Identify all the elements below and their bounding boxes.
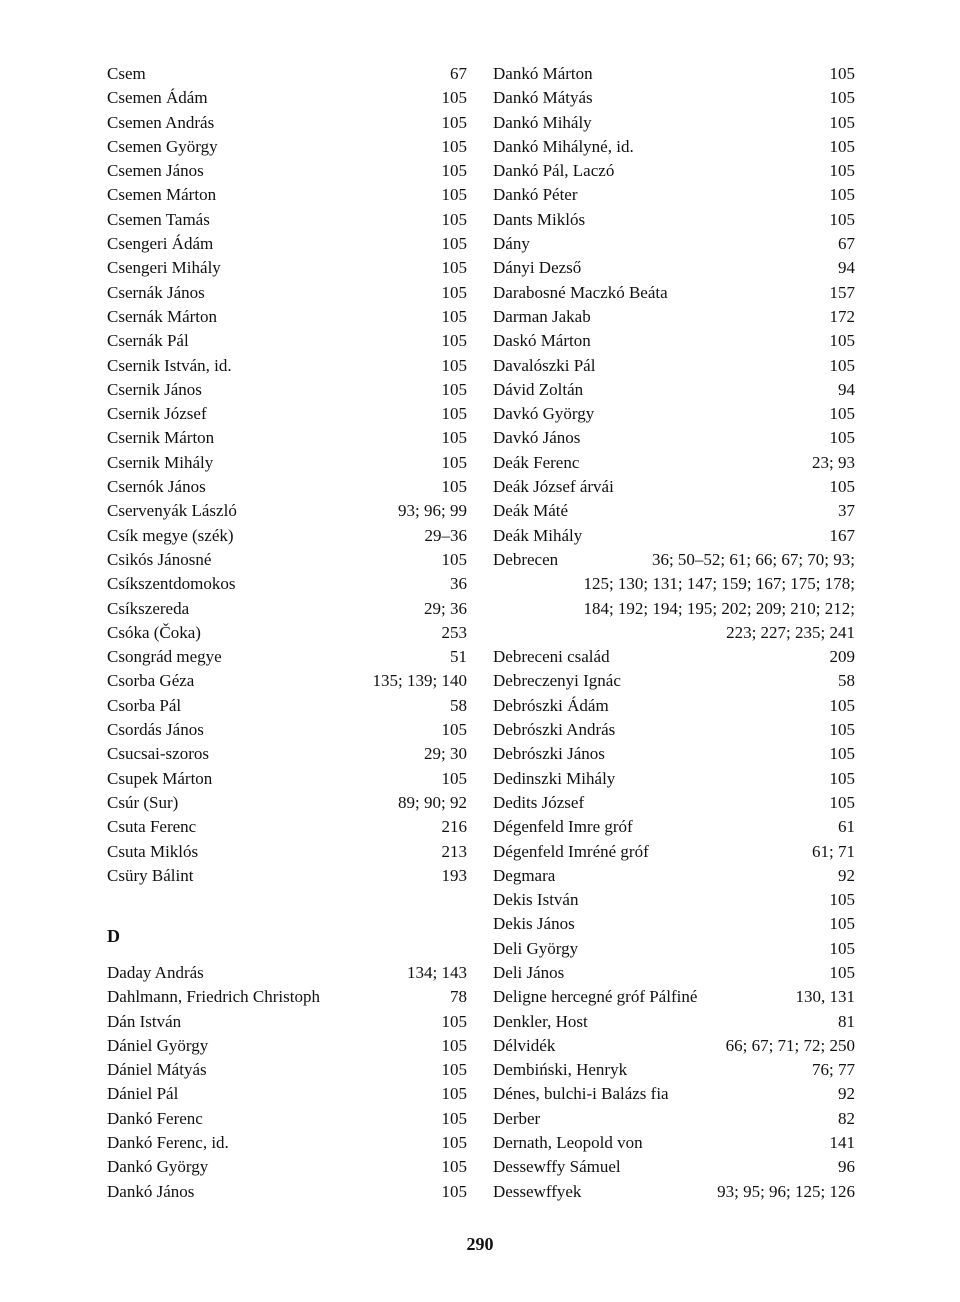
entry-pages: 105 bbox=[829, 962, 855, 982]
entry-pages: 105 bbox=[829, 914, 855, 934]
entry-pages: 67 bbox=[838, 234, 855, 254]
index-block bbox=[107, 62, 467, 888]
entry-pages: 105 bbox=[441, 282, 467, 302]
entry-term: Csemen Ádám bbox=[107, 88, 208, 108]
entry-pages: 58 bbox=[838, 671, 855, 691]
entry-term: Dénes, bulchi-i Balázs fia bbox=[493, 1084, 669, 1104]
index-entry bbox=[107, 111, 467, 135]
entry-term: Csík megye (szék) bbox=[107, 525, 234, 545]
index-entry bbox=[107, 305, 467, 329]
entry-term: Dekis István bbox=[493, 890, 579, 910]
entry-term: Degmara bbox=[493, 865, 556, 885]
index-entry bbox=[493, 159, 855, 183]
entry-term: Csernik Mihály bbox=[107, 452, 214, 472]
entry-pages: 105 bbox=[441, 549, 467, 569]
index-entry bbox=[107, 621, 467, 645]
entry-term: Csernák Pál bbox=[107, 331, 189, 351]
entry-term: Csorba Pál bbox=[107, 695, 182, 715]
index-entry bbox=[493, 62, 855, 86]
entry-term: Daday András bbox=[107, 962, 204, 982]
index-entry bbox=[107, 1082, 467, 1106]
entry-pages: 94 bbox=[838, 258, 855, 278]
entry-term: Dankó Márton bbox=[493, 64, 593, 83]
entry-term: Dankó Mátyás bbox=[493, 88, 593, 108]
entry-pages: 105 bbox=[829, 744, 855, 764]
entry-term: Deák József árvái bbox=[493, 477, 614, 497]
entry-pages: 105 bbox=[441, 477, 467, 497]
entry-pages: 105 bbox=[441, 1157, 467, 1177]
index-entry bbox=[493, 815, 855, 839]
index-entry bbox=[493, 1131, 855, 1155]
entry-pages-continued: 223; 227; 235; 241 bbox=[726, 622, 855, 642]
index-entry bbox=[493, 1180, 855, 1204]
index-block bbox=[107, 961, 467, 1204]
entry-term: Davkó János bbox=[493, 428, 581, 448]
entry-term: Dedinszki Mihály bbox=[493, 768, 616, 788]
entry-term: Csordás János bbox=[107, 720, 204, 740]
index-entry bbox=[493, 985, 855, 1009]
entry-pages: 105 bbox=[441, 306, 467, 326]
entry-term: Dankó György bbox=[107, 1157, 209, 1177]
entry-pages: 105 bbox=[441, 1108, 467, 1128]
index-entry bbox=[107, 159, 467, 183]
index-entry bbox=[107, 426, 467, 450]
entry-term: Csongrád megye bbox=[107, 647, 222, 667]
entry-pages: 105 bbox=[829, 112, 855, 132]
entry-pages: 105 bbox=[829, 938, 855, 958]
index-entry bbox=[107, 475, 467, 499]
index-entry bbox=[107, 354, 467, 378]
entry-term: Dessewffy Sámuel bbox=[493, 1157, 621, 1177]
entry-term: Dankó Mihály bbox=[493, 112, 592, 132]
entry-pages: 105 bbox=[441, 331, 467, 351]
entry-term: Deli János bbox=[493, 962, 565, 982]
index-entry bbox=[107, 281, 467, 305]
entry-term: Csernik József bbox=[107, 404, 207, 424]
index-entry bbox=[493, 1058, 855, 1082]
entry-pages: 105 bbox=[829, 890, 855, 910]
index-entry bbox=[493, 329, 855, 353]
entry-pages: 96 bbox=[838, 1157, 855, 1177]
entry-pages: 105 bbox=[441, 720, 467, 740]
index-entry bbox=[107, 1155, 467, 1179]
index-entry bbox=[107, 961, 467, 985]
index-entry bbox=[107, 1034, 467, 1058]
index-entry bbox=[107, 256, 467, 280]
entry-pages: 78 bbox=[450, 987, 467, 1007]
index-entry bbox=[493, 208, 855, 232]
entry-term: Dembiński, Henryk bbox=[493, 1060, 628, 1080]
entry-term: Deligne hercegné gróf Pálfiné bbox=[493, 987, 698, 1007]
entry-term: Csüry Bálint bbox=[107, 865, 194, 885]
entry-term: Derber bbox=[493, 1108, 541, 1128]
index-entry bbox=[493, 1034, 855, 1058]
index-entry bbox=[493, 742, 855, 766]
entry-pages: 105 bbox=[829, 136, 855, 156]
index-entry bbox=[107, 767, 467, 791]
entry-term: Dankó Péter bbox=[493, 185, 578, 205]
entry-pages: 29; 30 bbox=[424, 744, 467, 764]
entry-pages: 29–36 bbox=[424, 525, 467, 545]
index-entry bbox=[493, 840, 855, 864]
index-entry bbox=[493, 1107, 855, 1131]
entry-term: Darabosné Maczkó Beáta bbox=[493, 282, 668, 302]
entry-term: Dedits József bbox=[493, 792, 585, 812]
index-column-left bbox=[107, 62, 467, 1204]
index-entry bbox=[107, 1131, 467, 1155]
entry-pages: 105 bbox=[441, 1084, 467, 1104]
entry-term: Dány bbox=[493, 234, 530, 254]
index-entry bbox=[493, 718, 855, 742]
entry-pages: 105 bbox=[829, 792, 855, 812]
entry-pages: 105 bbox=[441, 1133, 467, 1153]
section-letter: D bbox=[107, 926, 120, 947]
entry-term: Dankó Ferenc, id. bbox=[107, 1133, 229, 1153]
entry-term: Debrószki Ádám bbox=[493, 695, 609, 715]
entry-term: Csuta Ferenc bbox=[107, 817, 197, 837]
entry-term: Csucsai-szoros bbox=[107, 744, 209, 764]
entry-term: Dániel Mátyás bbox=[107, 1060, 207, 1080]
index-entry bbox=[107, 62, 467, 86]
index-entry bbox=[107, 548, 467, 572]
entry-pages: 141 bbox=[829, 1133, 855, 1153]
index-entry bbox=[107, 135, 467, 159]
index-entry bbox=[493, 451, 855, 475]
index-entry bbox=[107, 718, 467, 742]
entry-pages: 105 bbox=[441, 161, 467, 181]
entry-pages: 105 bbox=[829, 355, 855, 375]
entry-term: Csernák Márton bbox=[107, 306, 218, 326]
index-entry bbox=[107, 329, 467, 353]
entry-pages: 105 bbox=[441, 1035, 467, 1055]
entry-term: Csupek Márton bbox=[107, 768, 213, 788]
index-entry bbox=[107, 1107, 467, 1131]
entry-term: Csóka (Čoka) bbox=[107, 622, 201, 642]
index-entry bbox=[493, 281, 855, 305]
entry-pages: 105 bbox=[829, 88, 855, 108]
entry-pages: 105 bbox=[441, 452, 467, 472]
index-entry bbox=[107, 791, 467, 815]
entry-pages: 61 bbox=[838, 817, 855, 837]
entry-term: Dahlmann, Friedrich Christoph bbox=[107, 987, 320, 1007]
entry-term: Dániel György bbox=[107, 1035, 209, 1055]
entry-pages: 23; 93 bbox=[812, 452, 855, 472]
entry-term: Dányi Dezső bbox=[493, 258, 582, 278]
entry-pages: 105 bbox=[441, 1011, 467, 1031]
entry-pages: 105 bbox=[441, 355, 467, 375]
entry-term: Dankó János bbox=[107, 1181, 195, 1201]
index-entry bbox=[107, 378, 467, 402]
entry-pages: 105 bbox=[441, 185, 467, 205]
index-entry bbox=[493, 669, 855, 693]
index-entry bbox=[493, 111, 855, 135]
entry-pages: 105 bbox=[829, 161, 855, 181]
entry-pages: 105 bbox=[829, 720, 855, 740]
entry-term: Csernik Márton bbox=[107, 428, 215, 448]
entry-term: Debreczenyi Ignác bbox=[493, 671, 621, 691]
entry-pages: 67 bbox=[450, 64, 467, 83]
entry-term: Csengeri Ádám bbox=[107, 234, 214, 254]
entry-term: Csemen András bbox=[107, 112, 215, 132]
entry-term: Dankó Mihályné, id. bbox=[493, 136, 634, 156]
entry-pages: 105 bbox=[829, 331, 855, 351]
entry-term: Dégenfeld Imréné gróf bbox=[493, 841, 649, 861]
entry-term: Davkó György bbox=[493, 404, 595, 424]
index-entry bbox=[493, 232, 855, 256]
index-entry bbox=[107, 864, 467, 888]
entry-term: Deák Mihály bbox=[493, 525, 583, 545]
entry-term: Csikós Jánosné bbox=[107, 549, 212, 569]
entry-pages: 105 bbox=[441, 428, 467, 448]
entry-pages: 105 bbox=[441, 258, 467, 278]
index-entry bbox=[107, 208, 467, 232]
entry-pages: 105 bbox=[441, 379, 467, 399]
entry-pages: 193 bbox=[441, 865, 467, 885]
entry-pages: 105 bbox=[441, 1060, 467, 1080]
entry-pages: 94 bbox=[838, 379, 855, 399]
entry-pages: 105 bbox=[441, 88, 467, 108]
index-entry bbox=[107, 1010, 467, 1034]
entry-pages: 105 bbox=[829, 209, 855, 229]
entry-pages: 51 bbox=[450, 647, 467, 667]
index-entry bbox=[107, 232, 467, 256]
index-entry bbox=[107, 1058, 467, 1082]
entry-term: Csemen János bbox=[107, 161, 204, 181]
entry-pages: 105 bbox=[829, 404, 855, 424]
entry-pages: 134; 143 bbox=[407, 962, 467, 982]
entry-pages: 105 bbox=[441, 404, 467, 424]
entry-term: Darman Jakab bbox=[493, 306, 591, 326]
index-entry bbox=[493, 135, 855, 159]
entry-pages: 105 bbox=[441, 112, 467, 132]
index-entry bbox=[107, 86, 467, 110]
index-entry bbox=[107, 451, 467, 475]
index-entry-debrecen bbox=[493, 548, 855, 645]
index-entry bbox=[493, 864, 855, 888]
entry-pages: 105 bbox=[829, 768, 855, 788]
entry-pages: 37 bbox=[838, 501, 855, 521]
index-entry bbox=[493, 1155, 855, 1179]
entry-pages: 93; 96; 99 bbox=[398, 501, 467, 521]
entry-term: Debrecen bbox=[493, 549, 559, 569]
entry-pages: 253 bbox=[441, 622, 467, 642]
entry-pages: 157 bbox=[829, 282, 855, 302]
entry-term: Dankó Pál, Laczó bbox=[493, 161, 615, 181]
entry-pages: 61; 71 bbox=[812, 841, 855, 861]
entry-pages: 105 bbox=[441, 209, 467, 229]
index-entry bbox=[107, 524, 467, 548]
index-entry bbox=[493, 256, 855, 280]
entry-term: Dán István bbox=[107, 1011, 182, 1031]
index-entry bbox=[107, 1180, 467, 1204]
entry-term: Dégenfeld Imre gróf bbox=[493, 817, 633, 837]
index-entry bbox=[107, 572, 467, 596]
entry-term: Dankó Ferenc bbox=[107, 1108, 203, 1128]
entry-pages: 89; 90; 92 bbox=[398, 792, 467, 812]
index-entry bbox=[493, 791, 855, 815]
entry-term: Csem bbox=[107, 64, 146, 83]
entry-term: Dants Miklós bbox=[493, 209, 586, 229]
entry-term: Dekis János bbox=[493, 914, 575, 934]
index-entry bbox=[493, 888, 855, 912]
index-entry bbox=[107, 183, 467, 207]
entry-pages: 135; 139; 140 bbox=[372, 671, 467, 691]
entry-term: Debrószki János bbox=[493, 744, 605, 764]
index-entry bbox=[493, 402, 855, 426]
entry-pages: 105 bbox=[829, 477, 855, 497]
entry-term: Csernik István, id. bbox=[107, 355, 232, 375]
index-entry bbox=[493, 426, 855, 450]
index-entry bbox=[493, 937, 855, 961]
index-column-right bbox=[493, 62, 855, 1204]
entry-term: Csíkszentdomokos bbox=[107, 574, 236, 594]
spacer bbox=[107, 888, 467, 912]
entry-pages: 105 bbox=[829, 64, 855, 83]
index-entry bbox=[493, 645, 855, 669]
entry-term: Debreceni család bbox=[493, 647, 610, 667]
entry-pages: 36 bbox=[450, 574, 467, 594]
entry-pages: 105 bbox=[441, 136, 467, 156]
entry-pages: 105 bbox=[441, 1181, 467, 1201]
index-entry bbox=[493, 378, 855, 402]
index-entry bbox=[493, 524, 855, 548]
index-entry bbox=[493, 305, 855, 329]
entry-pages: 36; 50–52; 61; 66; 67; 70; 93; bbox=[651, 549, 855, 569]
index-entry bbox=[107, 815, 467, 839]
entry-term: Csemen Tamás bbox=[107, 209, 210, 229]
index-entry bbox=[107, 645, 467, 669]
entry-pages: 105 bbox=[441, 768, 467, 788]
entry-pages: 213 bbox=[441, 841, 467, 861]
index-entry bbox=[107, 840, 467, 864]
entry-pages: 76; 77 bbox=[812, 1060, 855, 1080]
entry-pages: 81 bbox=[838, 1011, 855, 1031]
index-entry bbox=[107, 694, 467, 718]
entry-term: Csengeri Mihály bbox=[107, 258, 221, 278]
entry-term: Deli György bbox=[493, 938, 579, 958]
entry-pages: 209 bbox=[829, 647, 855, 667]
index-entry bbox=[493, 86, 855, 110]
entry-pages-continued: 125; 130; 131; 147; 159; 167; 175; 178; bbox=[583, 574, 855, 594]
page-number: 290 bbox=[466, 1234, 494, 1254]
entry-pages-continued: 184; 192; 194; 195; 202; 209; 210; 212; bbox=[583, 598, 855, 618]
entry-pages: 29; 36 bbox=[424, 598, 467, 618]
entry-pages: 172 bbox=[829, 306, 855, 326]
entry-term: Csemen György bbox=[107, 136, 218, 156]
entry-pages: 92 bbox=[838, 1084, 855, 1104]
entry-term: Csernák János bbox=[107, 282, 205, 302]
entry-pages: 105 bbox=[441, 234, 467, 254]
index-entry bbox=[493, 354, 855, 378]
index-entry bbox=[493, 475, 855, 499]
entry-pages: 58 bbox=[450, 695, 467, 715]
index-block bbox=[493, 645, 855, 1204]
entry-term: Csemen Márton bbox=[107, 185, 217, 205]
entry-term: Denkler, Host bbox=[493, 1011, 588, 1031]
entry-pages: 105 bbox=[829, 428, 855, 448]
index-entry bbox=[107, 669, 467, 693]
entry-term: Deák Ferenc bbox=[493, 452, 580, 472]
index-entry bbox=[107, 985, 467, 1009]
index-entry bbox=[107, 499, 467, 523]
entry-term: Dessewffyek bbox=[493, 1181, 582, 1201]
entry-pages: 167 bbox=[829, 525, 855, 545]
entry-pages: 66; 67; 71; 72; 250 bbox=[725, 1035, 855, 1055]
entry-term: Csúr (Sur) bbox=[107, 792, 179, 812]
entry-term: Csíkszereda bbox=[107, 598, 190, 618]
entry-term: Deák Máté bbox=[493, 501, 569, 521]
index-entry bbox=[493, 1010, 855, 1034]
entry-term: Csuta Miklós bbox=[107, 841, 199, 861]
entry-pages: 92 bbox=[838, 865, 855, 885]
entry-pages: 82 bbox=[838, 1108, 855, 1128]
index-entry bbox=[107, 742, 467, 766]
entry-term: Csorba Géza bbox=[107, 671, 195, 691]
index-entry bbox=[493, 694, 855, 718]
index-entry bbox=[493, 1082, 855, 1106]
index-entry bbox=[107, 402, 467, 426]
entry-term: Dernath, Leopold von bbox=[493, 1133, 643, 1153]
index-entry bbox=[493, 961, 855, 985]
entry-term: Délvidék bbox=[493, 1035, 556, 1055]
entry-pages: 105 bbox=[829, 695, 855, 715]
index-entry bbox=[493, 912, 855, 936]
index-entry bbox=[493, 767, 855, 791]
index-entry bbox=[493, 183, 855, 207]
entry-term: Dávid Zoltán bbox=[493, 379, 584, 399]
index-entry bbox=[107, 597, 467, 621]
entry-term: Debrószki András bbox=[493, 720, 616, 740]
entry-pages: 130, 131 bbox=[795, 987, 855, 1007]
entry-term: Csernik János bbox=[107, 379, 202, 399]
entry-pages: 105 bbox=[829, 185, 855, 205]
entry-term: Davalószki Pál bbox=[493, 355, 596, 375]
entry-term: Csernók János bbox=[107, 477, 206, 497]
entry-term: Dániel Pál bbox=[107, 1084, 179, 1104]
entry-term: Daskó Márton bbox=[493, 331, 591, 351]
index-entry bbox=[493, 499, 855, 523]
entry-term: Cservenyák László bbox=[107, 501, 237, 521]
entry-pages: 93; 95; 96; 125; 126 bbox=[717, 1181, 855, 1201]
entry-pages: 216 bbox=[441, 817, 467, 837]
index-block bbox=[493, 62, 855, 548]
